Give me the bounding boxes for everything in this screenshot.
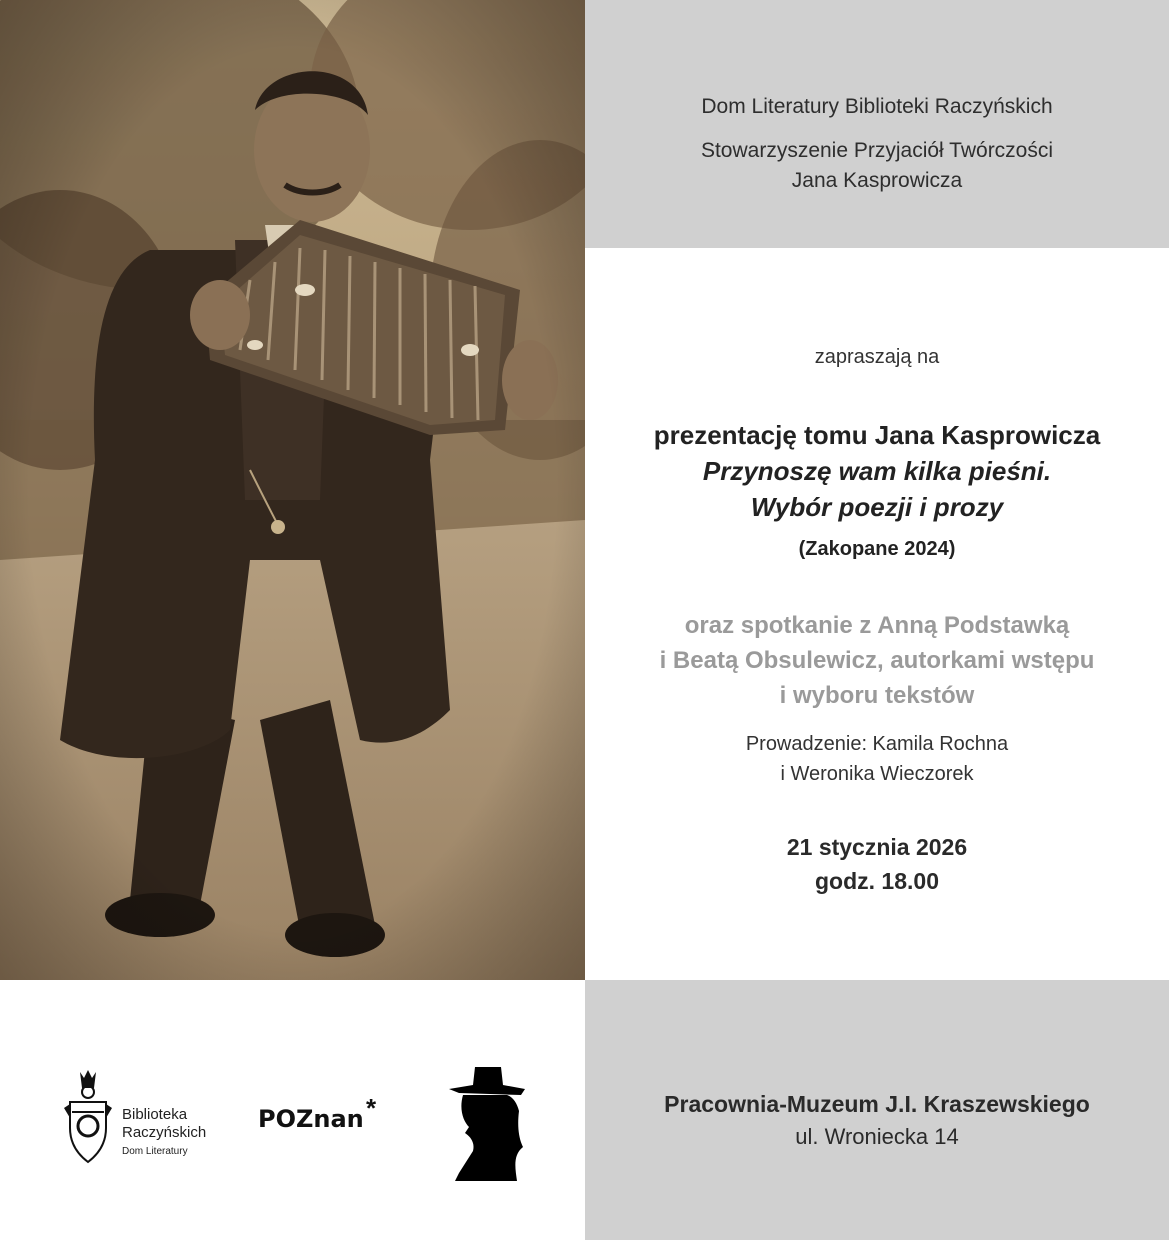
biblioteka-line2: Raczyńskich — [122, 1124, 207, 1141]
meeting-line2: i Beatą Obsulewicz, autorkami wstępu — [659, 647, 1095, 674]
organizer-stowarzyszenie-line2: Jana Kasprowicza — [791, 169, 963, 192]
crest-icon — [60, 1068, 116, 1168]
sepia-photograph — [0, 0, 585, 980]
kraszewski-silhouette-icon — [445, 1063, 530, 1183]
invitation-body — [585, 248, 1169, 980]
poznan-logo — [258, 1093, 388, 1145]
event-time: godz. 18.00 — [815, 868, 939, 894]
host-line2: i Weronika Wieczorek — [780, 763, 974, 785]
poznan-wordmark: POZnan — [258, 1105, 364, 1133]
organizers-panel — [585, 0, 1169, 248]
book-edition: (Zakopane 2024) — [798, 538, 956, 560]
organizer-dom-literatury: Dom Literatury Biblioteki Raczyńskich — [701, 95, 1053, 118]
venue-name: Pracownia-Muzeum J.I. Kraszewskiego — [664, 1091, 1090, 1117]
book-title-line1: Przynoszę wam kilka pieśni. — [702, 456, 1052, 486]
host-line1: Prowadzenie: Kamila Rochna — [745, 733, 1009, 755]
logos-area — [0, 980, 585, 1240]
venue-panel — [585, 980, 1169, 1240]
event-date: 21 stycznia 2026 — [786, 834, 968, 860]
meeting-line1: oraz spotkanie z Anną Podstawką — [684, 612, 1070, 639]
venue-address: ul. Wroniecka 14 — [795, 1124, 959, 1149]
meeting-line3: i wyboru tekstów — [779, 682, 975, 709]
biblioteka-raczynskich-logo — [60, 1068, 230, 1168]
poznan-star-icon: * — [366, 1093, 377, 1123]
invite-text: zapraszają na — [814, 346, 940, 368]
biblioteka-line1: Biblioteka — [122, 1106, 188, 1123]
book-title-line2: Wybór poezji i prozy — [750, 492, 1004, 522]
biblioteka-sub: Dom Literatury — [122, 1146, 188, 1157]
organizer-stowarzyszenie-line1: Stowarzyszenie Przyjaciół Twórczości — [700, 139, 1054, 162]
event-title: prezentację tomu Jana Kasprowicza — [653, 420, 1101, 450]
